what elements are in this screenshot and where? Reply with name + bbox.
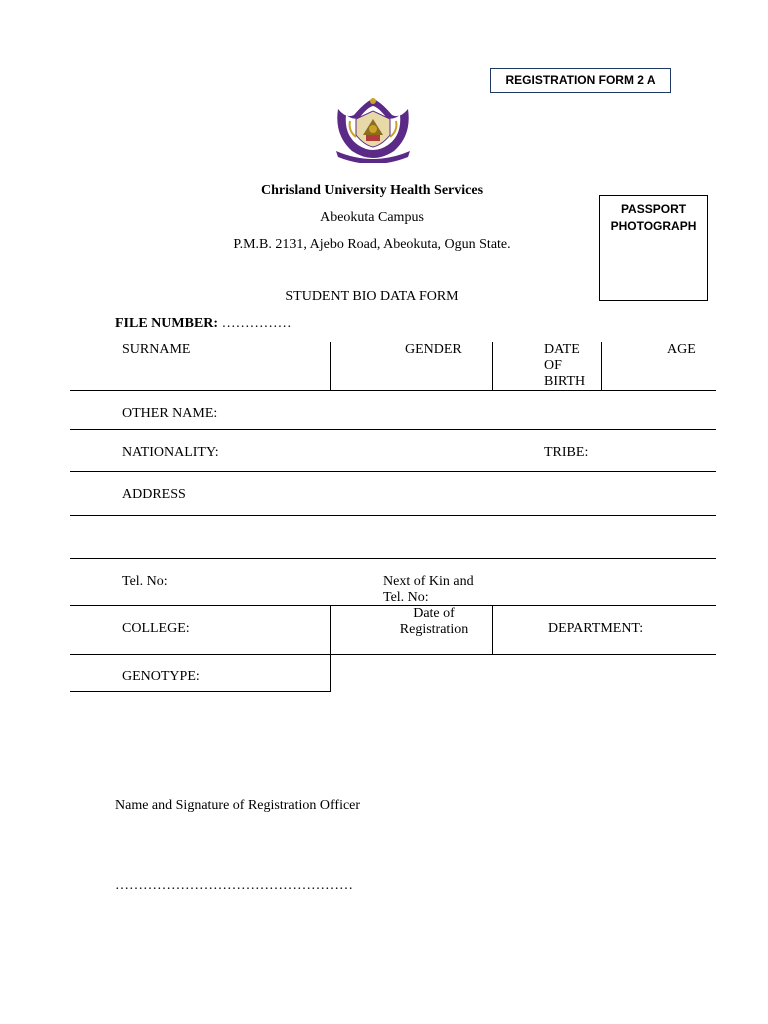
row-line (70, 515, 716, 516)
nationality-label: NATIONALITY: (122, 445, 219, 460)
passport-label-line2: PHOTOGRAPH (610, 219, 697, 233)
date-of-registration-line1: Date of (413, 606, 455, 621)
row-line (70, 471, 716, 472)
signature-label: Name and Signature of Registration Officer (115, 798, 361, 813)
row-line (70, 429, 716, 430)
age-label: AGE (667, 342, 696, 357)
row-line (70, 691, 330, 692)
tribe-label: TRIBE: (544, 445, 589, 460)
row-line (70, 390, 716, 391)
college-label: COLLEGE: (122, 621, 190, 636)
date-of-registration-line2: Registration (399, 622, 469, 637)
dob-label (544, 342, 585, 390)
form-code-box (490, 68, 671, 93)
institution-name: Chrisland University Health Services (260, 183, 484, 198)
department-label: DEPARTMENT: (548, 621, 644, 636)
surname-label: SURNAME (122, 342, 191, 357)
column-divider (492, 605, 493, 654)
signature-dots: …………………………………………… (115, 878, 353, 893)
form-code: REGISTRATION FORM 2 A (505, 73, 656, 87)
postal-address: P.M.B. 2131, Ajebo Road, Abeokuta, Ogun State. (233, 237, 511, 252)
file-number-dots: …………… (221, 316, 292, 331)
column-divider (601, 342, 602, 390)
column-divider (492, 342, 493, 390)
dob-label-line3: BIRTH (544, 374, 586, 389)
passport-label-line1: PASSPORT (620, 202, 687, 216)
university-crest-logo (330, 95, 416, 163)
tel-label: Tel. No: (122, 574, 168, 589)
campus-name: Abeokuta Campus (320, 210, 424, 225)
dob-label-line2: OF (544, 358, 562, 373)
column-divider (330, 605, 331, 692)
file-number-label: FILE NUMBER: (115, 316, 219, 331)
date-of-registration-label (384, 606, 484, 638)
address-label: ADDRESS (122, 487, 186, 502)
next-of-kin-line1: Next of Kin and (383, 574, 474, 589)
column-divider (330, 342, 331, 390)
dob-label-line1: DATE (544, 342, 580, 357)
gender-label: GENDER (405, 342, 462, 357)
next-of-kin-line2: Tel. No: (383, 590, 429, 605)
file-number-row (115, 316, 415, 332)
form-title: STUDENT BIO DATA FORM (285, 289, 459, 304)
row-line (70, 654, 716, 655)
genotype-label: GENOTYPE: (122, 669, 200, 684)
other-name-label: OTHER NAME: (122, 406, 218, 421)
row-line (70, 558, 716, 559)
passport-photo-box (599, 195, 708, 301)
next-of-kin-label (383, 574, 474, 606)
